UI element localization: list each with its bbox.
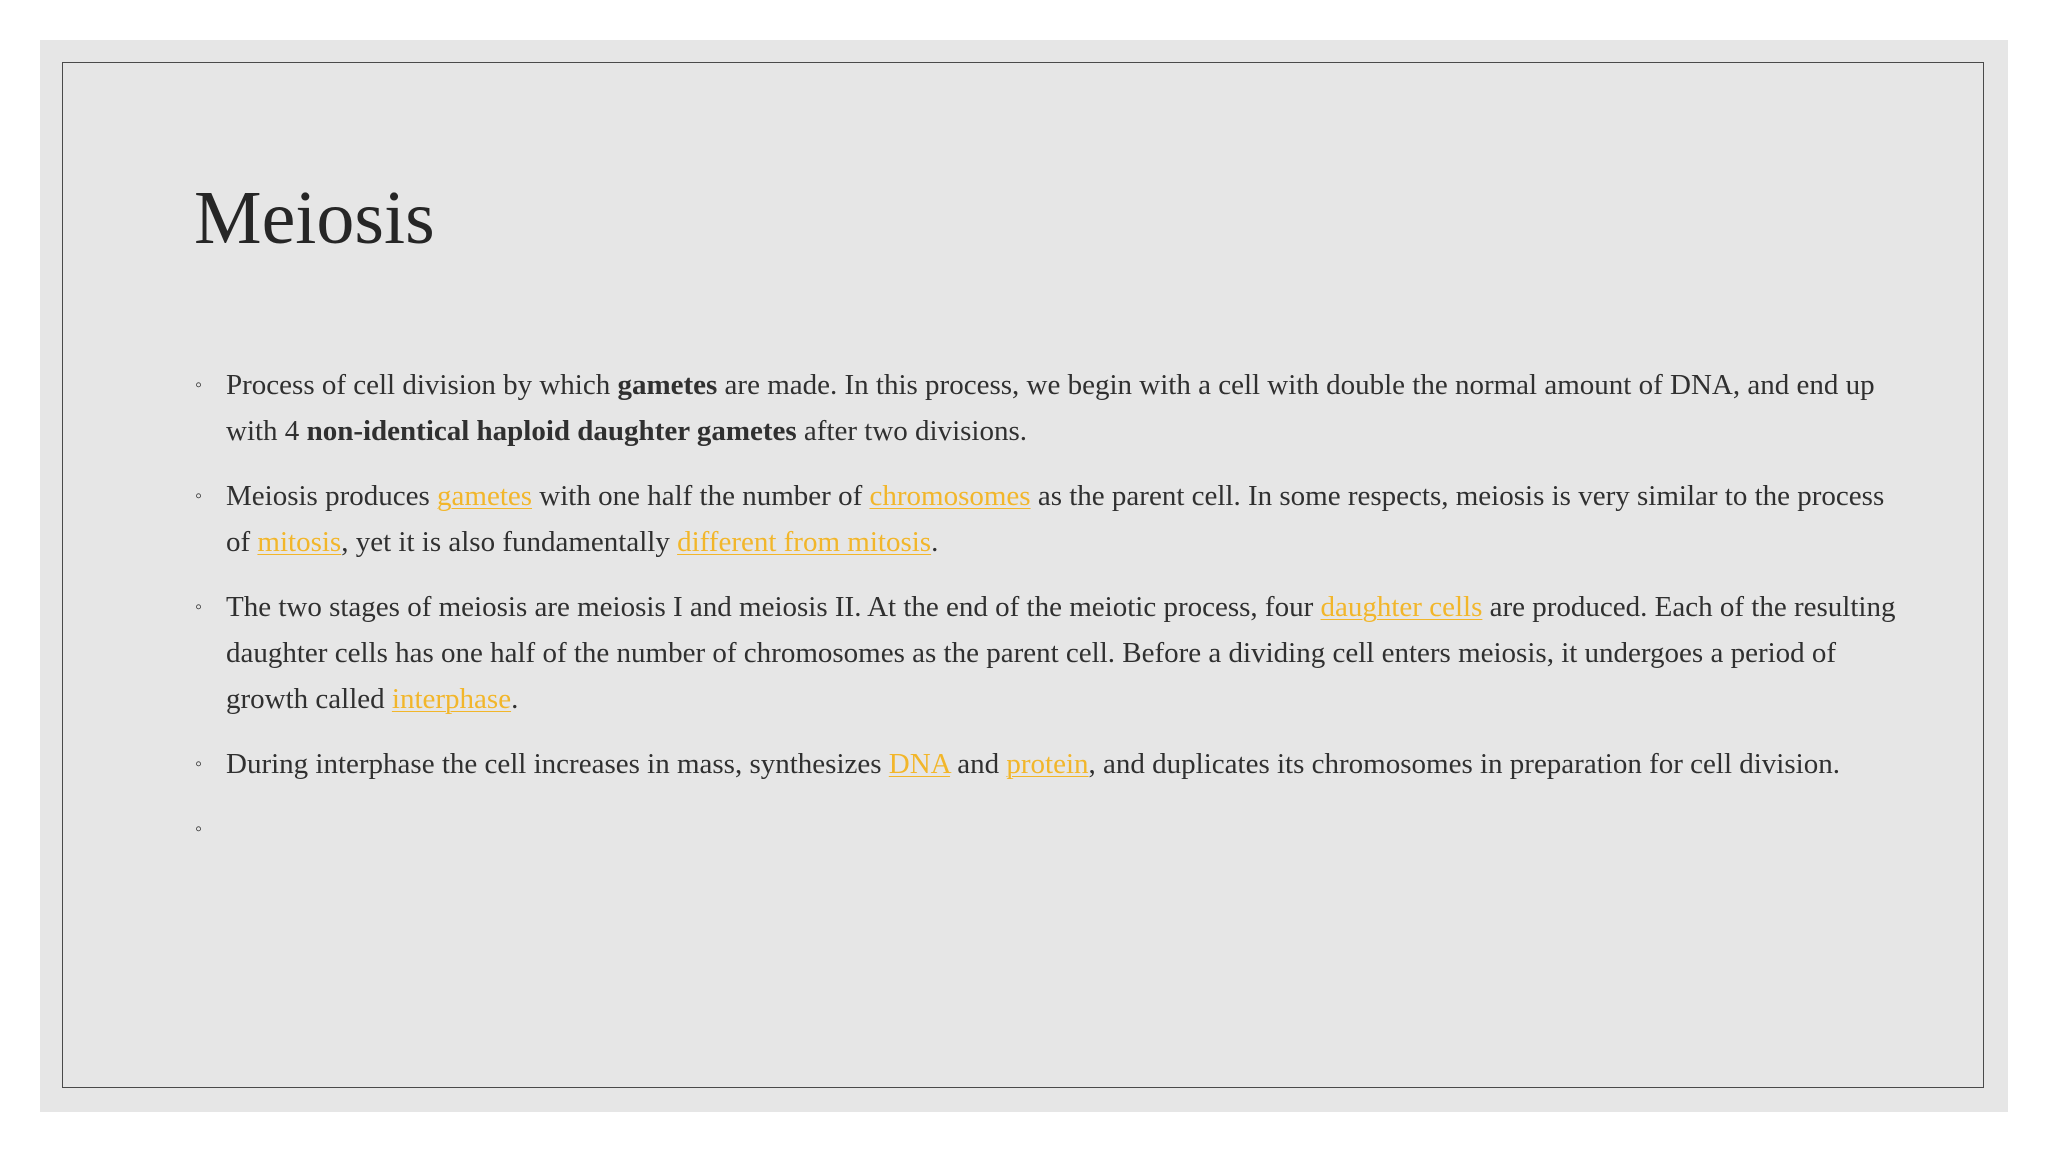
bullet-circle-icon xyxy=(195,806,202,852)
slide-title: Meiosis xyxy=(194,176,435,260)
bullet-text xyxy=(226,480,1884,558)
hyperlink[interactable]: gametes xyxy=(437,480,533,512)
text-run: after two divisions. xyxy=(796,415,1028,447)
bullet-circle-icon xyxy=(195,741,202,787)
text-run: . xyxy=(931,526,939,558)
text-run: Meiosis produces xyxy=(226,480,438,512)
text-run: Process of cell division by which xyxy=(226,369,618,401)
text-run: as the parent cell. In some respects, meiosis is very similar to the process of xyxy=(226,480,1885,558)
bullet-item xyxy=(194,741,1904,787)
text-run: . xyxy=(511,683,519,715)
hyperlink[interactable]: daughter cells xyxy=(1320,591,1483,623)
bullet-item xyxy=(194,362,1904,454)
hyperlink[interactable]: chromosomes xyxy=(869,480,1031,512)
text-run: , and duplicates its chromosomes in preparation for cell division. xyxy=(1088,748,1840,780)
text-run: are produced. Each of the resulting daughter cells has one half of the number of chromosomes as the parent cell. Before a dividing cell enters meiosis, it undergoes a period of growth called xyxy=(226,591,1896,715)
bullet-list xyxy=(194,362,1904,871)
bullet-item xyxy=(194,806,1904,852)
text-run: , yet it is also fundamentally xyxy=(341,526,678,558)
text-run: and xyxy=(950,748,1007,780)
bullet-text xyxy=(226,748,1840,780)
bold-term: non-identical haploid daughter gametes xyxy=(306,415,797,447)
hyperlink[interactable]: mitosis xyxy=(257,526,342,558)
bullet-circle-icon xyxy=(195,362,202,408)
bullet-text xyxy=(226,369,1875,447)
text-run: with one half the number of xyxy=(532,480,870,512)
hyperlink[interactable]: DNA xyxy=(888,748,951,780)
bullet-circle-icon xyxy=(195,584,202,630)
hyperlink[interactable]: interphase xyxy=(391,683,512,715)
bullet-item xyxy=(194,473,1904,565)
bullet-text xyxy=(226,813,233,845)
hyperlink[interactable]: different from mitosis xyxy=(677,526,932,558)
bullet-circle-icon xyxy=(195,473,202,519)
slide xyxy=(40,40,2008,1112)
bullet-item xyxy=(194,584,1904,722)
text-run: are made. In this process, we begin with a cell with double the normal amount of DNA, and end up with 4 xyxy=(226,369,1875,447)
text-run: The two stages of meiosis are meiosis I and meiosis II. At the end of the meiotic process, four xyxy=(226,591,1321,623)
bullet-text xyxy=(226,591,1895,715)
bold-term: gametes xyxy=(617,369,718,401)
text-run: During interphase the cell increases in mass, synthesizes xyxy=(226,748,889,780)
hyperlink[interactable]: protein xyxy=(1006,748,1089,780)
